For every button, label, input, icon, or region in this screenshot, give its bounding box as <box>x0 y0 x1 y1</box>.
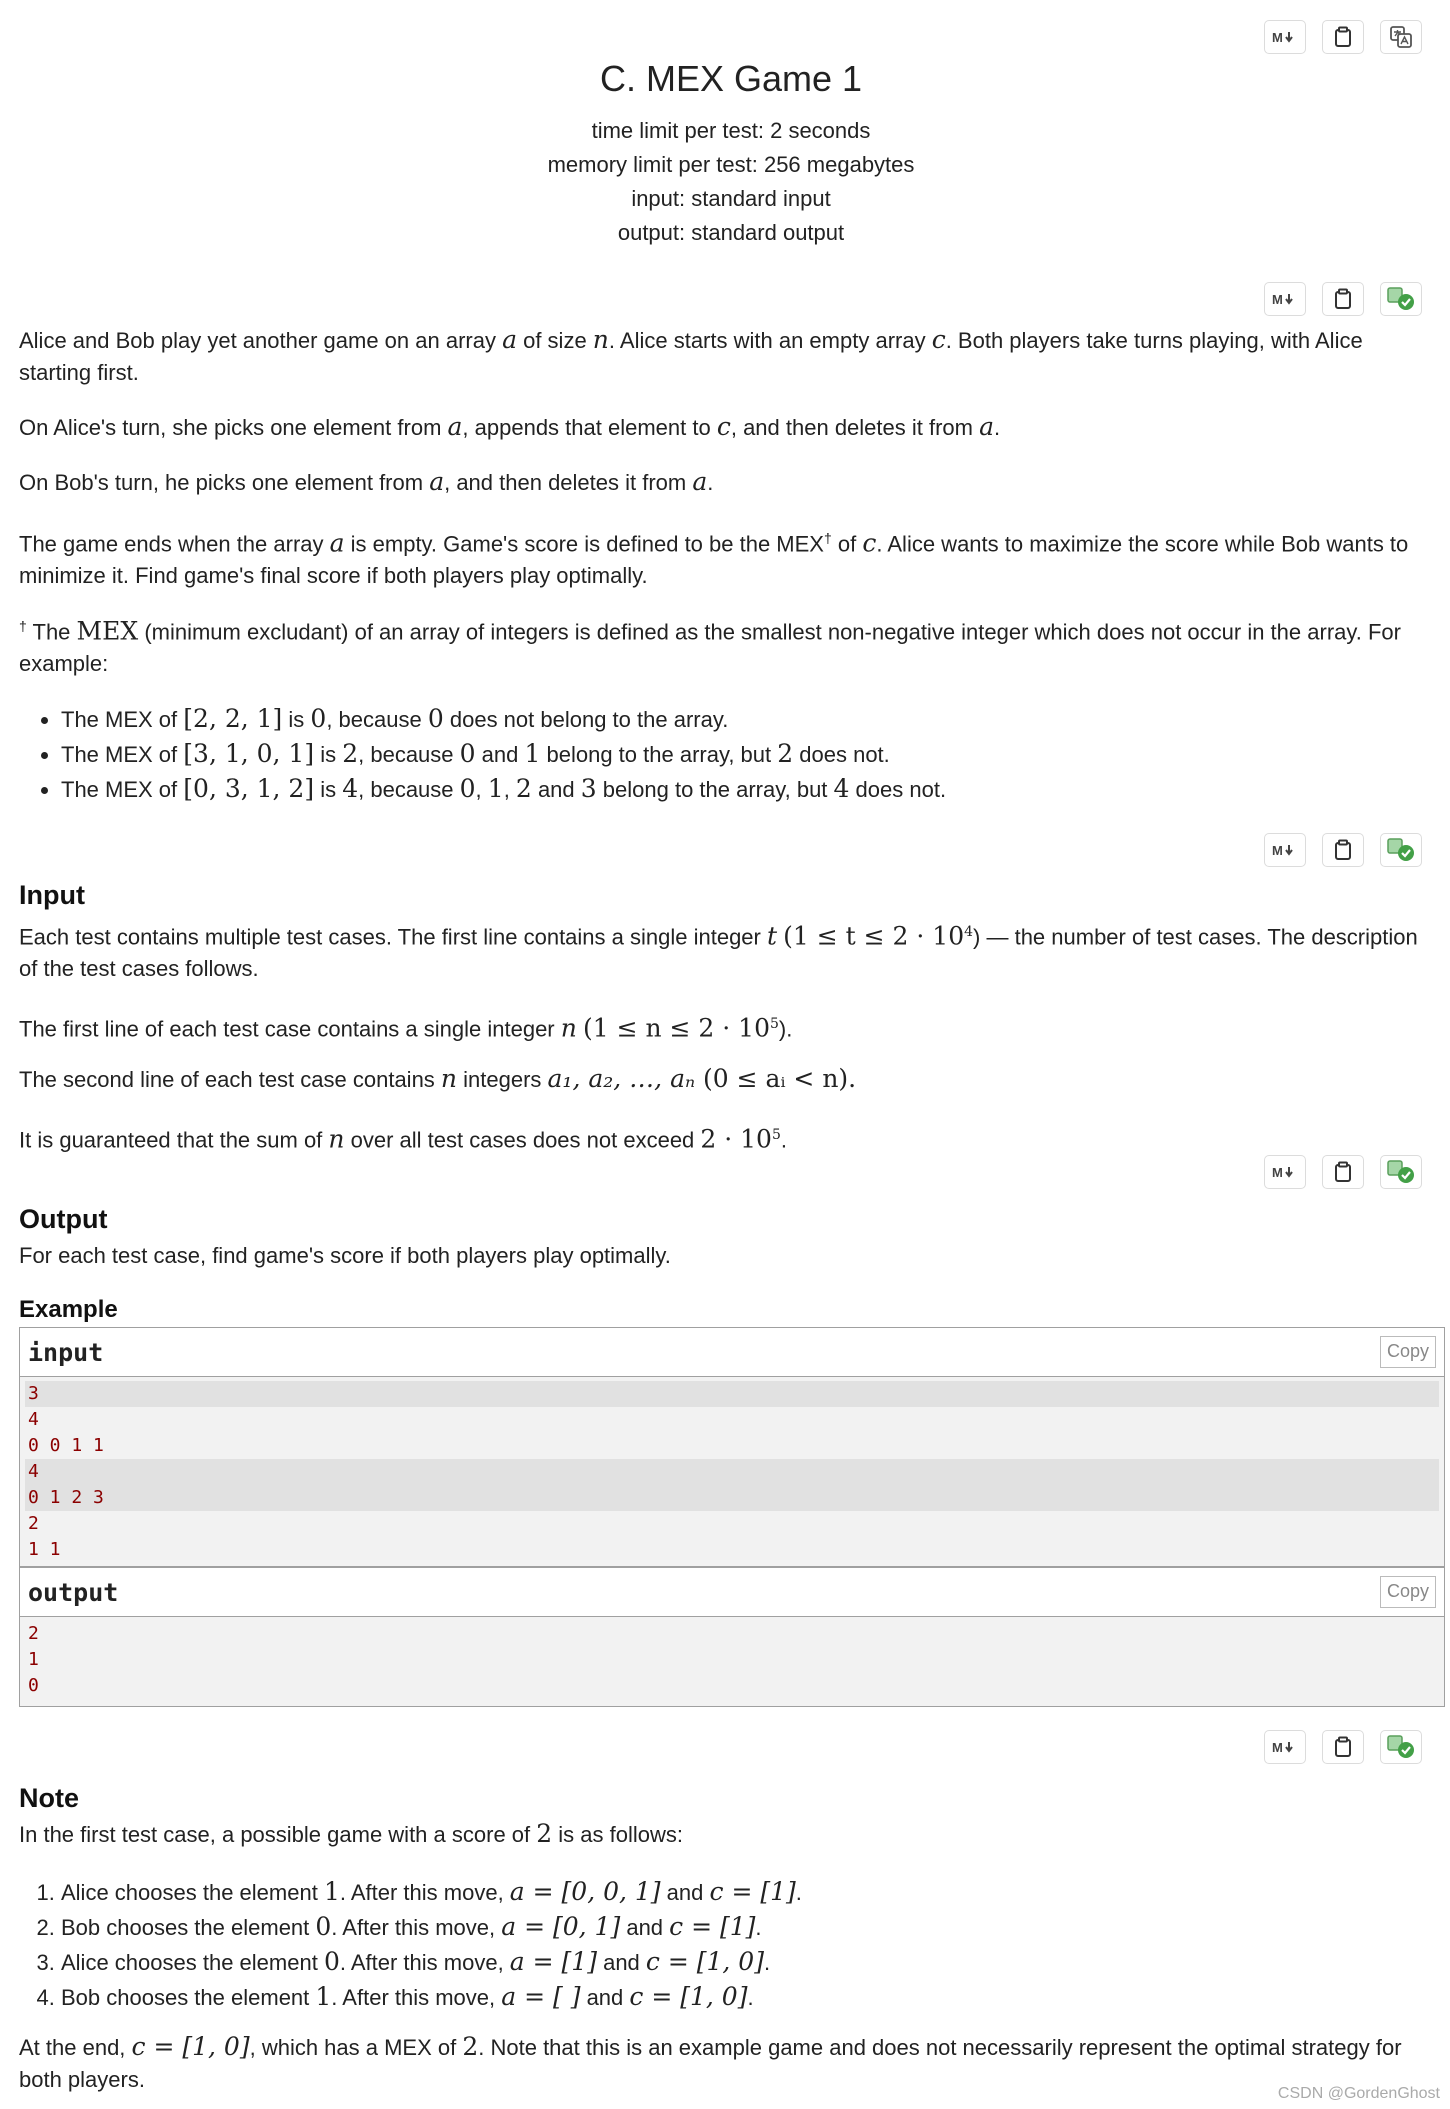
text: and <box>531 777 581 802</box>
markdown-icon <box>1272 1740 1298 1754</box>
input-line: 3 <box>25 1381 1439 1407</box>
list-item <box>61 1910 1441 1945</box>
clipboard-icon <box>1334 1161 1352 1183</box>
copy-clipboard-button[interactable] <box>1322 20 1364 54</box>
example-input-title: input <box>28 1338 104 1367</box>
text: Each test contains multiple test cases. The first line contains a single integer <box>19 924 767 950</box>
text: . Note that this is an example game and does not necessarily represent the optimal strategy for both players. <box>19 2035 1402 2092</box>
problem-title: C. MEX Game 1 <box>599 58 863 99</box>
dagger-mark: † <box>19 618 27 634</box>
math: a = [ ] <box>501 1982 581 2011</box>
math: 2 · 10 <box>700 1124 772 1154</box>
text: The second line of each test case contains <box>19 1067 441 1092</box>
text: , because <box>358 742 460 767</box>
math-exponent: 5 <box>769 1016 779 1032</box>
input-paragraph-2 <box>19 1008 1439 1045</box>
text: . <box>707 470 714 495</box>
text: . After this move, <box>331 1915 502 1940</box>
text: Bob chooses the element <box>61 1985 316 2010</box>
math: 2 <box>777 739 794 768</box>
text: is empty. Game's score is defined to be the MEX <box>344 531 824 557</box>
translate-check-icon <box>1386 1734 1416 1760</box>
text: It is guaranteed that the sum of <box>19 1127 329 1153</box>
time-limit: time limit per test: 2 seconds <box>591 118 871 143</box>
translated-check-button[interactable] <box>1380 1155 1422 1189</box>
copy-clipboard-button[interactable] <box>1322 833 1364 867</box>
translate-button[interactable] <box>1380 20 1422 54</box>
input-paragraph-3 <box>19 1063 1439 1096</box>
output-paragraph: For each test case, find game's score if both players play optimally. <box>19 1243 671 1268</box>
list-item <box>61 737 1441 772</box>
copy-clipboard-button[interactable] <box>1322 282 1364 316</box>
input-toolbar <box>1264 833 1422 867</box>
clipboard-icon <box>1334 1736 1352 1758</box>
math: 1 <box>524 739 541 768</box>
math-a: a <box>692 467 708 496</box>
note-conclusion <box>19 2031 1439 2096</box>
markdown-button[interactable] <box>1264 1155 1306 1189</box>
translate-check-icon <box>1386 837 1416 863</box>
translated-check-button[interactable] <box>1380 1730 1422 1764</box>
math: a = [1] <box>509 1947 597 1976</box>
math: 0 <box>459 774 476 803</box>
input-paragraph-1 <box>19 916 1439 985</box>
text: , because <box>326 707 428 732</box>
math-n: n <box>328 1124 345 1154</box>
memory-limit: memory limit per test: 256 megabytes <box>547 152 915 177</box>
text: Alice chooses the element <box>61 1880 324 1905</box>
text: (minimum excludant) of an array of integers is defined as the smallest non-negative integer which does not occur in the array. For example: <box>19 619 1401 677</box>
text: . <box>755 1915 762 1940</box>
math: 2 <box>536 1819 553 1848</box>
math: 3 <box>580 774 597 803</box>
math: 0 <box>315 1912 332 1941</box>
math: c = [1] <box>709 1877 796 1906</box>
math-n: n <box>560 1013 577 1043</box>
math: c = [1] <box>669 1912 756 1941</box>
note-toolbar <box>1264 1730 1422 1764</box>
math: 2 <box>462 2032 479 2061</box>
text: . Alice starts with an empty array <box>608 328 932 353</box>
text: is <box>314 742 343 767</box>
statement-paragraph-2 <box>19 411 1439 444</box>
text: , because <box>358 777 460 802</box>
input-line: 2 <box>28 1513 39 1534</box>
text: ) — the number of test cases. The description of the test cases follows. <box>19 924 1418 982</box>
text: . Alice wants to maximize the score while Bob wants to minimize it. Find game's final score if both players play optimally. <box>19 531 1409 589</box>
copy-input-button[interactable]: Copy <box>1380 1336 1436 1368</box>
translate-icon <box>1389 25 1413 49</box>
note-steps-list <box>19 1875 1441 2015</box>
math: 0 <box>310 704 327 733</box>
translate-check-icon <box>1386 286 1416 312</box>
text: does not. <box>849 777 947 802</box>
text: integers <box>457 1067 548 1092</box>
text: is <box>314 777 343 802</box>
translated-check-button[interactable] <box>1380 833 1422 867</box>
example-heading: Example <box>19 1296 118 1323</box>
input-spec: input: standard input <box>631 186 831 211</box>
output-line: 1 <box>28 1649 39 1670</box>
input-line: 4 <box>25 1459 1439 1485</box>
svg-text:M: M <box>1272 1165 1283 1179</box>
math: 4 <box>833 774 850 803</box>
svg-text:M: M <box>1272 843 1283 857</box>
text: is <box>282 707 311 732</box>
header-toolbar <box>1264 20 1422 54</box>
text: belong to the array, but <box>540 742 778 767</box>
clipboard-icon <box>1334 288 1352 310</box>
output-spec: output: standard output <box>617 220 845 245</box>
text: On Bob's turn, he picks one element from <box>19 470 430 495</box>
input-paragraph-4 <box>19 1119 1439 1156</box>
markdown-icon <box>1272 292 1298 306</box>
text: The MEX of <box>61 777 184 802</box>
note-intro <box>19 1818 1439 1851</box>
math: a = [0, 0, 1] <box>509 1877 661 1906</box>
math: [0, 3, 1, 2] <box>183 774 315 803</box>
text: . <box>747 1985 754 2010</box>
math-n: n <box>440 1064 458 1093</box>
text: On Alice's turn, she picks one element from <box>19 415 448 440</box>
text: and <box>596 1950 646 1975</box>
text: In the first test case, a possible game with a score of <box>19 1822 537 1847</box>
math-exponent: 4 <box>964 924 974 940</box>
output-line: 0 <box>28 1675 39 1696</box>
math-mex: MEX <box>76 616 139 646</box>
text: The MEX of <box>61 707 184 732</box>
math-a: a <box>329 528 345 558</box>
watermark: CSDN @GordenGhost <box>1277 2085 1440 2102</box>
input-line: 4 <box>28 1409 39 1430</box>
text: of size <box>516 328 593 353</box>
math: [2, 2, 1] <box>183 704 283 733</box>
math-exponent: 5 <box>771 1127 781 1143</box>
example-input-header <box>20 1328 1444 1377</box>
math: a = [0, 1] <box>501 1912 621 1941</box>
example-output-header <box>20 1568 1444 1617</box>
math: 1 <box>323 1877 340 1906</box>
list-item <box>61 772 1441 807</box>
text: does not. <box>793 742 890 767</box>
text: . Both players take turns playing, with Alice starting first. <box>19 328 1363 385</box>
text: . <box>994 415 1001 440</box>
example-output-title: output <box>28 1578 119 1607</box>
statement-paragraph-1 <box>19 324 1439 389</box>
svg-text:M: M <box>1272 30 1283 44</box>
text: The <box>26 619 77 645</box>
math-c: c <box>862 528 877 558</box>
note-heading: Note <box>19 1783 79 1813</box>
list-item <box>61 1945 1441 1980</box>
input-heading: Input <box>19 880 85 910</box>
markdown-button[interactable] <box>1264 20 1306 54</box>
math: 4 <box>342 774 359 803</box>
markdown-icon <box>1272 1165 1298 1179</box>
text: Bob chooses the element <box>61 1915 316 1940</box>
translated-check-button[interactable] <box>1380 282 1422 316</box>
text: , and then deletes it from <box>730 415 980 440</box>
math: a₁, a₂, …, aₙ <box>547 1064 696 1093</box>
text: ). <box>778 1016 793 1042</box>
text: belong to the array, but <box>596 777 834 802</box>
markdown-button[interactable] <box>1264 833 1306 867</box>
math: c = [1, 0] <box>645 1947 764 1976</box>
list-item <box>61 702 1441 737</box>
clipboard-icon <box>1334 839 1352 861</box>
math: c = [1, 0] <box>629 1982 748 2011</box>
math: [3, 1, 0, 1] <box>183 739 315 768</box>
svg-text:M: M <box>1272 1740 1283 1754</box>
text: and <box>620 1915 670 1940</box>
math: 0 <box>323 1947 340 1976</box>
text: The game ends when the array <box>19 531 330 557</box>
math-a: a <box>979 412 995 441</box>
text: Alice and Bob play yet another game on an array <box>19 328 503 353</box>
markdown-icon <box>1272 30 1298 44</box>
text: , appends that element to <box>462 415 717 440</box>
dagger-mark: † <box>823 530 832 546</box>
math-c: c <box>931 325 946 354</box>
math: 1 <box>315 1982 332 2011</box>
statement-paragraph-3 <box>19 466 1439 499</box>
list-item <box>61 1980 1441 2015</box>
math: 0 <box>459 739 476 768</box>
markdown-button[interactable] <box>1264 282 1306 316</box>
markdown-button[interactable] <box>1264 1730 1306 1764</box>
text: Alice chooses the element <box>61 1950 324 1975</box>
text: , which has a MEX of <box>249 2035 463 2060</box>
example-input-box <box>19 1327 1445 1567</box>
output-toolbar <box>1264 1155 1422 1189</box>
math-a: a <box>429 467 445 496</box>
example-output-box <box>19 1567 1445 1707</box>
copy-clipboard-button[interactable] <box>1322 1155 1364 1189</box>
text: and <box>660 1880 710 1905</box>
input-line: 0 1 2 3 <box>25 1485 1439 1511</box>
text: . <box>795 1880 802 1905</box>
math: 2 <box>342 739 359 768</box>
text: . <box>780 1127 788 1153</box>
text: , and then deletes it from <box>444 470 693 495</box>
input-line: 1 1 <box>28 1539 61 1560</box>
text: does not belong to the array. <box>443 707 729 732</box>
math: (1 ≤ t ≤ 2 · 10 <box>783 921 965 951</box>
mex-examples-list <box>19 702 1441 807</box>
mex-definition <box>19 610 1439 680</box>
text: of <box>831 531 863 557</box>
text: over all test cases does not exceed <box>344 1127 701 1153</box>
text: . After this move, <box>339 1950 510 1975</box>
text: The MEX of <box>61 742 184 767</box>
statement-toolbar <box>1264 282 1422 316</box>
list-item <box>61 1875 1441 1910</box>
math-n: n <box>592 325 609 354</box>
text: . After this move, <box>331 1985 502 2010</box>
translate-check-icon <box>1386 1159 1416 1185</box>
text: and <box>580 1985 630 2010</box>
text: , <box>503 777 516 802</box>
math: (1 ≤ n ≤ 2 · 10 <box>582 1013 770 1043</box>
example-output-lines <box>20 1617 1444 1703</box>
math-c: c <box>716 412 731 441</box>
math-a: a <box>447 412 463 441</box>
text: is as follows: <box>552 1822 683 1847</box>
clipboard-icon <box>1334 26 1352 48</box>
input-line: 0 0 1 1 <box>28 1435 104 1456</box>
text: At the end, <box>19 2035 132 2060</box>
text: , <box>475 777 488 802</box>
math-t: t <box>766 921 778 951</box>
math: (0 ≤ aᵢ < n). <box>695 1064 857 1093</box>
math: c = [1, 0] <box>131 2032 250 2061</box>
example-input-lines <box>20 1377 1444 1567</box>
statement-paragraph-4 <box>19 522 1439 592</box>
math: 1 <box>487 774 504 803</box>
output-line: 2 <box>28 1623 39 1644</box>
markdown-icon <box>1272 843 1298 857</box>
math: 2 <box>515 774 532 803</box>
math-a: a <box>502 325 517 354</box>
output-heading: Output <box>19 1204 108 1234</box>
text: and <box>475 742 525 767</box>
copy-clipboard-button[interactable] <box>1322 1730 1364 1764</box>
copy-output-button[interactable]: Copy <box>1380 1576 1436 1608</box>
math: 0 <box>427 704 444 733</box>
text: The first line of each test case contains a single integer <box>19 1016 561 1042</box>
svg-text:M: M <box>1272 292 1283 306</box>
text: . After this move, <box>339 1880 510 1905</box>
text: . <box>763 1950 771 1975</box>
